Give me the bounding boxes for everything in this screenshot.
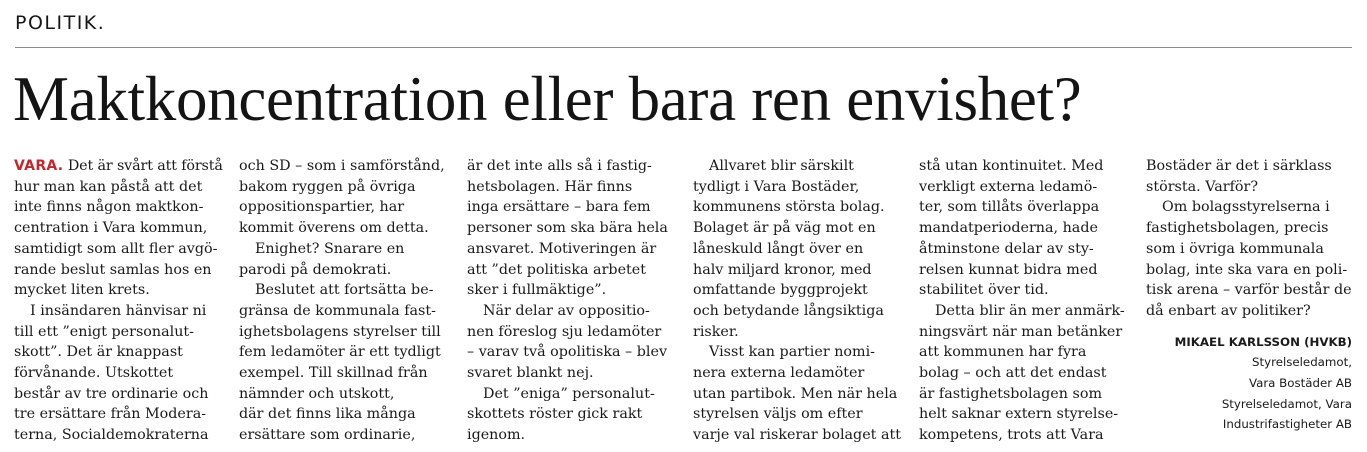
article-text: inga ersättare – bara fem <box>467 199 651 216</box>
article-text-line <box>14 197 222 218</box>
article-text: mycket liten krets. <box>14 282 150 299</box>
article-text-line <box>239 218 447 239</box>
article-text: – varav två opolitiska – blev <box>467 344 668 361</box>
article-text: terna, Socialdemokraterna <box>14 427 209 444</box>
article-text: består av tre ordinarie och <box>14 385 209 402</box>
article-text-line <box>1146 260 1352 281</box>
article-text-line <box>919 177 1127 198</box>
article-text-line <box>14 384 222 405</box>
article-text: skott”. Det är knappast <box>14 344 183 361</box>
article-text: ersättare som ordinarie, <box>239 427 416 444</box>
article-text-line <box>14 177 222 198</box>
article-text: att ”det politiska arbetet <box>467 261 646 278</box>
article-text: Beslutet att fortsätta be- <box>255 282 434 299</box>
article-text: ter, som tillåts överlappa <box>919 199 1100 216</box>
article-text-line <box>693 197 901 218</box>
article-text-line <box>919 239 1127 260</box>
article-text: ansvaret. Motiveringen är <box>467 240 657 257</box>
article-text: centration i Vara kommun, <box>14 220 208 237</box>
article-text: Bolaget är på väg mot en <box>693 220 876 237</box>
article-text-line <box>14 280 222 301</box>
article-text: personer som ska bära hela <box>467 220 668 237</box>
section-label: POLITIK. <box>15 12 106 34</box>
article-text: tydligt i Vara Bostäder, <box>693 178 860 195</box>
article-text-line <box>14 218 222 239</box>
article-text: Visst kan partier nomi- <box>709 344 875 361</box>
article-text-line <box>919 260 1127 281</box>
article-text: oppositionspartier, har <box>239 199 405 216</box>
article-text-line <box>919 280 1127 301</box>
article-text-line <box>14 363 222 384</box>
article-text: nämnder och utskott, <box>239 385 395 402</box>
article-text-line <box>239 425 447 446</box>
author-role: Styrelseledamot, Vara <box>1221 396 1352 411</box>
article-text-line <box>693 280 901 301</box>
article-text: rande beslut samlas hos en <box>14 261 212 278</box>
article-text-line <box>239 363 447 384</box>
article-text-line <box>693 177 901 198</box>
article-text-line <box>1146 156 1352 177</box>
article-text: fastighetsbolagen, precis <box>1146 220 1329 237</box>
article-text: helt saknar extern styrelse- <box>919 406 1119 423</box>
article-text: Om bolagsstyrelserna i <box>1162 199 1330 216</box>
article-text: igenom. <box>467 427 526 444</box>
article-text: relsen kunnat bidra med <box>919 261 1098 278</box>
article-text: I insändaren hänvisar ni <box>30 302 207 319</box>
article-column-1 <box>14 156 222 446</box>
article-text: kommit överens om detta. <box>239 220 429 237</box>
article-text-line <box>467 280 675 301</box>
article-text: är fastighetsbolagen som <box>919 385 1102 402</box>
article-text: tre ersättare från Modera- <box>14 406 207 423</box>
article-text: Bostäder är det i särklass <box>1146 158 1332 174</box>
article-text: inte finns någon maktkon- <box>14 199 204 216</box>
article-column-4 <box>693 156 901 446</box>
article-text: exempel. Till skillnad från <box>239 365 428 382</box>
article-column-6 <box>1146 156 1352 435</box>
article-text: styrelsen väljs om efter <box>693 406 863 423</box>
article-text-line <box>467 156 675 177</box>
article-text-line <box>239 156 447 177</box>
article-text: bakom ryggen på övriga <box>239 178 416 195</box>
article-text-line <box>467 322 675 343</box>
article-text: kompetens, trots att Vara <box>919 427 1104 444</box>
author-role: Vara Bostäder AB <box>1248 376 1352 391</box>
article-text-line <box>919 156 1127 177</box>
article-text: samtidigt som allt fler avgö- <box>14 240 218 257</box>
article-text: bolag – och att det endast <box>919 365 1107 382</box>
article-text: Det är svårt att förstå <box>63 158 223 174</box>
article-text: är det inte alls så i fastig- <box>467 158 652 174</box>
article-text: mandatperioderna, hade <box>919 220 1098 237</box>
article-text-line <box>1146 280 1352 301</box>
article-text-line <box>693 301 901 322</box>
article-text: och SD – som i samförstånd, <box>239 158 445 174</box>
article-text: parodi på demokrati. <box>239 261 392 278</box>
article-text: verkligt externa ledamö- <box>919 178 1098 195</box>
article-text: till ett ”enigt personalut- <box>14 323 194 340</box>
article-text-line <box>693 239 901 260</box>
article-text-line <box>239 239 447 260</box>
article-text-line <box>14 301 222 322</box>
article-text: förvånande. Utskottet <box>14 365 174 382</box>
article-text-line <box>239 342 447 363</box>
article-text: Detta blir än mer anmärk- <box>935 302 1125 319</box>
article-text-line <box>919 301 1127 322</box>
author-byline: MIKAEL KARLSSON (HVKB) <box>1174 334 1352 349</box>
column-6-text <box>1146 156 1352 322</box>
article-text-line <box>919 197 1127 218</box>
article-text-line <box>467 177 675 198</box>
article-text: risker. <box>693 323 739 340</box>
article-text-line <box>919 218 1127 239</box>
article-text-line <box>467 342 675 363</box>
article-text: omfattande byggprojekt <box>693 282 868 299</box>
article-text-line <box>467 301 675 322</box>
article-text-line <box>14 260 222 281</box>
article-text-line <box>14 239 222 260</box>
article-text: åtminstone delar av sty- <box>919 240 1094 257</box>
article-text-line <box>693 342 901 363</box>
article-text: största. Varför? <box>1146 178 1258 195</box>
article-text-line <box>919 384 1127 405</box>
article-text: sker i fullmäktige”. <box>467 282 607 299</box>
article-text: tisk arena – varför består de <box>1146 282 1352 299</box>
article-text: hetsbolagen. Här finns <box>467 178 633 195</box>
article-text-line <box>467 239 675 260</box>
article-text-line <box>1146 301 1352 322</box>
article-text: stå utan kontinuitet. Med <box>919 158 1104 174</box>
article-text-line <box>14 322 222 343</box>
article-text: skottets röster gick rakt <box>467 406 643 423</box>
article-text-line <box>239 404 447 425</box>
article-column-2 <box>239 156 447 446</box>
article-text: då enbart av politiker? <box>1146 302 1311 319</box>
article-text-line <box>693 384 901 405</box>
article-text: stabilitet över tid. <box>919 282 1049 299</box>
author-role: Industrifastigheter AB <box>1222 417 1352 432</box>
article-text: gränsa de kommunala fast- <box>239 302 436 319</box>
article-text: hur man kan påstå att det <box>14 178 203 195</box>
article-text-line <box>919 404 1127 425</box>
article-text: Det ”eniga” personalut- <box>483 385 655 402</box>
article-text-line <box>14 342 222 363</box>
article-text-line <box>1146 197 1352 218</box>
article-text: nera externa ledamöter <box>693 365 865 382</box>
article-column-3 <box>467 156 675 446</box>
article-text: ighetsbolagens styrelser till <box>239 323 441 340</box>
article-text: kommunens största bolag. <box>693 199 885 216</box>
article-text: ningsvärt när man betänker <box>919 323 1123 340</box>
article-text-line <box>467 260 675 281</box>
article-text: Enighet? Snarare en <box>255 240 405 257</box>
dateline: VARA. <box>14 158 64 174</box>
article-text-line <box>239 384 447 405</box>
article-text-line <box>693 156 901 177</box>
article-text-line <box>14 425 222 446</box>
article-text: som i övriga kommunala <box>1146 240 1324 257</box>
article-text-line <box>693 425 901 446</box>
article-text-line <box>1146 218 1352 239</box>
article-text-line <box>239 197 447 218</box>
article-text-line <box>467 425 675 446</box>
article-text-line <box>467 404 675 425</box>
article-text-line <box>14 156 222 177</box>
article-text: där det finns lika många <box>239 406 416 423</box>
article-text: nen föreslog sju ledamöter <box>467 323 662 340</box>
article-text-line <box>919 425 1127 446</box>
article-text-line <box>239 280 447 301</box>
article-text: Allvaret blir särskilt <box>709 158 854 174</box>
article-text-line <box>693 404 901 425</box>
article-text-line <box>919 322 1127 343</box>
article-text-line <box>467 363 675 384</box>
article-text-line <box>467 384 675 405</box>
article-text: halv miljard kronor, med <box>693 261 872 278</box>
article-text-line <box>693 218 901 239</box>
article-text-line <box>239 301 447 322</box>
article-text-line <box>693 260 901 281</box>
article-text-line <box>14 404 222 425</box>
article-text: att kommunen har fyra <box>919 344 1087 361</box>
article-text-line <box>467 218 675 239</box>
article-text: svaret blankt nej. <box>467 365 594 382</box>
article-text-line <box>239 260 447 281</box>
article-text: När delar av oppositio- <box>483 302 650 319</box>
article-text: och betydande långsiktiga <box>693 302 884 319</box>
headline: Maktkoncentration eller bara ren envishet? <box>13 64 1082 134</box>
article-text: varje val riskerar bolaget att <box>693 427 901 444</box>
author-role: Styrelseledamot, <box>1252 355 1352 370</box>
article-text-line <box>1146 239 1352 260</box>
section-divider <box>15 47 1352 48</box>
article-text-line <box>239 322 447 343</box>
article-text: utan partibok. Men när hela <box>693 385 898 402</box>
article-text: bolag, inte ska vara en poli- <box>1146 261 1348 278</box>
article-text-line <box>693 363 901 384</box>
article-text-line <box>467 197 675 218</box>
article-text: låneskuld långt över en <box>693 240 864 257</box>
article-text-line <box>919 342 1127 363</box>
article-text-line <box>239 177 447 198</box>
article-text-line <box>1146 177 1352 198</box>
article-text: fem ledamöter är ett tydligt <box>239 344 441 361</box>
article-column-5 <box>919 156 1127 446</box>
article-text-line <box>919 363 1127 384</box>
article-text-line <box>693 322 901 343</box>
